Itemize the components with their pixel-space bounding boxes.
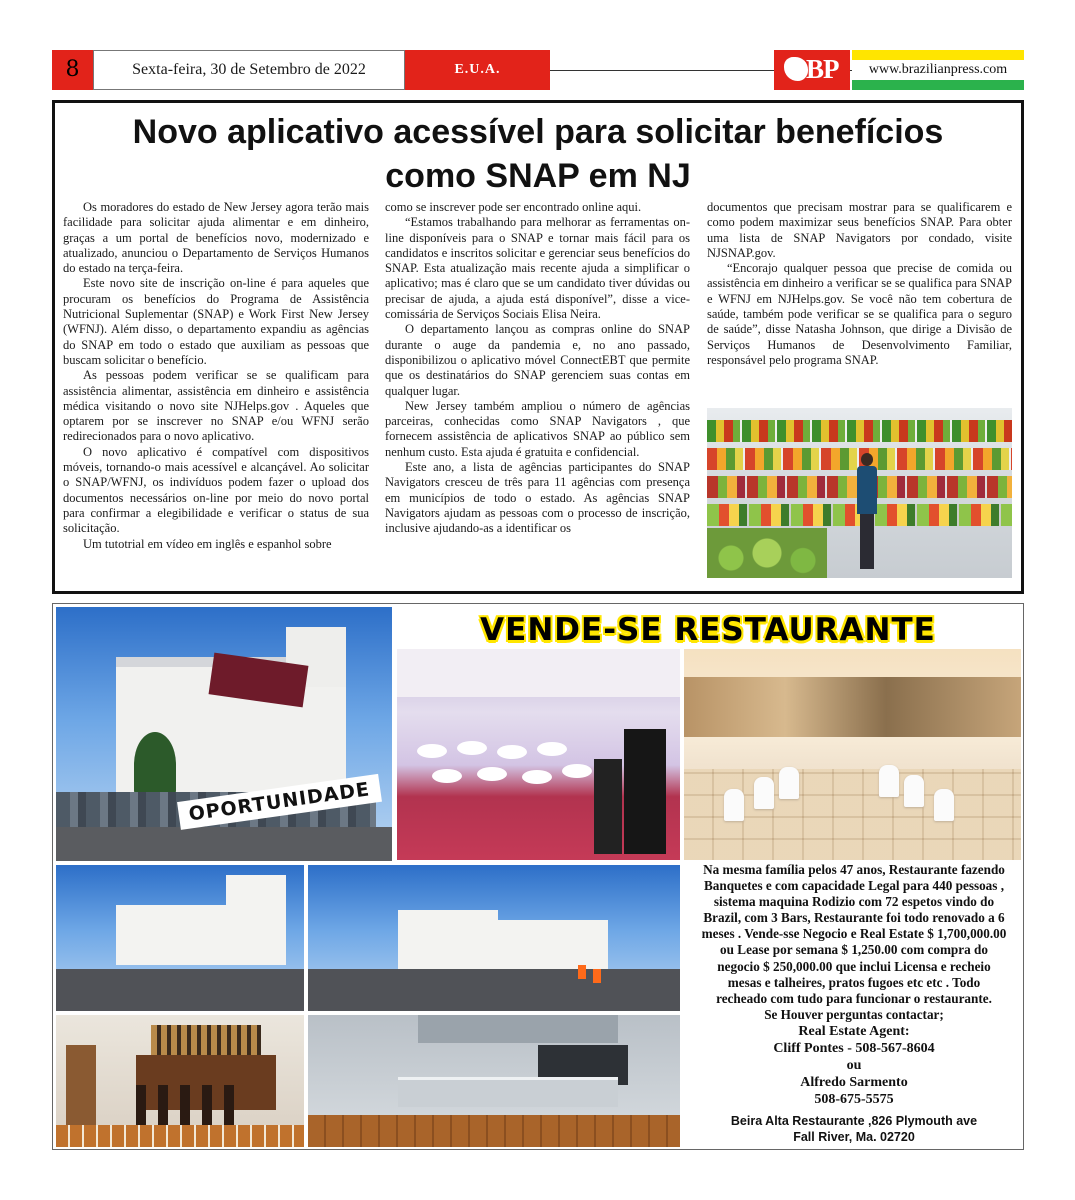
page-number: 8 <box>52 50 93 90</box>
news-article <box>52 100 1024 594</box>
bar-area-photo <box>56 1015 304 1147</box>
paragraph: O departamento lançou as compras online do SNAP durante o auge da pandemia e, no ano passado, disponibilizou o aplicativo móvel ConnectEBT que permite que os destinatários do SNAP gerenciem suas contas em qualquer lugar. <box>385 322 690 398</box>
article-column-2 <box>385 200 690 537</box>
shopper-figure <box>857 453 877 573</box>
ad-description <box>687 862 1021 1145</box>
ad-line: mesas e talheires, pratos fugoes etc etc . Todo <box>727 974 981 990</box>
brazil-map-icon <box>784 57 808 81</box>
ad-title: VENDE-SE RESTAURANTE <box>480 612 936 648</box>
ad-line: ou Lease por semana $ 1,250.00 com compra do <box>720 942 988 958</box>
agent-2-phone: 508-675-5575 <box>814 1091 894 1107</box>
ad-line: Se Houver perguntas contactar; <box>764 1006 944 1022</box>
paragraph: Este ano, a lista de agências participantes do SNAP Navigators cresceu de três para 11 agências com presença em municípios de todo o estado. As agências SNAP Navigators ajudam as pessoas com o processo de inscrição, inclusive ajudando-as a identificar os <box>385 460 690 536</box>
brazilian-press-logo <box>774 50 850 90</box>
paragraph: documentos que precisam mostrar para se qualificarem e como podem maximizar seus benefícios SNAP. Para obter uma lista de SNAP Navigators por condado, visite NJSNAP.gov. <box>707 200 1012 260</box>
agent-2-name: Alfredo Sarmento <box>800 1074 908 1090</box>
headline-line-2: como SNAP em NJ <box>385 157 691 195</box>
ad-line: meses . Vende-sse Negocio e Real Estate $ 1,700,000.00 <box>701 926 1007 942</box>
opportunity-badge: OPORTUNIDADE <box>177 774 382 830</box>
logo-text: BP <box>806 54 839 84</box>
article-column-3 <box>707 200 1012 368</box>
kitchen-photo <box>308 1015 680 1147</box>
paragraph: “Estamos trabalhando para melhorar as ferramentas on-line disponíveis para o SNAP e tornar mais fácil para os candidatos e inscritos solicitar e gerenciar seus benefícios do SNAP. Esta atualização mais recente ajuda a simplificar o aplicativo; mas é claro que se um candidato tiver dúvidas ou precisar de ajuda, a ajuda está disponível”, disse a vice-comissária de Serviços Sociais Elisa Neira. <box>385 215 690 322</box>
paragraph: Este novo site de inscrição on-line é para aqueles que procuram os benefícios do Programa de Assistência Nutricional Suplementar (SNAP) e Work First New Jersey (WFNJ). Além disso, o departamento expandiu as agências do SNAP em todo o estado que auxiliam as pessoas que buscam solicitar o benefício. <box>63 276 369 367</box>
speaker <box>624 729 666 854</box>
banquet-hall-photo <box>397 649 680 860</box>
building-front-photo <box>308 865 680 1011</box>
issue-date: Sexta-feira, 30 de Setembro de 2022 <box>93 50 405 90</box>
article-headline <box>55 110 1021 198</box>
dining-room-photo <box>684 649 1021 860</box>
paragraph: As pessoas podem verificar se se qualificam para assistência alimentar, assistência em dinheiro e assistência médica visitando o novo site NJHelps.gov . Aqueles que optarem por se inscrever no SNAP e/ou WFNJ serão redirecionados para o novo aplicativo. <box>63 368 369 444</box>
produce-shelf <box>707 420 1012 442</box>
parking-lot-photo <box>56 865 304 1011</box>
headline-line-1: Novo aplicativo acessível para solicitar benefícios <box>132 113 944 151</box>
paragraph: “Encorajo qualquer pessoa que precise de comida ou assistência em dinheiro a verificar se se qualifica para SNAP e WFNJ em NJHelps.gov. Se você não tem cobertura de saúde, também pode verificar se se qualifica para o seguro de saúde”, disse Natasha Johnson, que dirige a Divisão de Serviços Humanos de Desenvolvimento Familiar, responsável pelo programa SNAP. <box>707 261 1012 367</box>
ad-line: Na mesma família pelos 47 anos, Restaurante fazendo <box>703 862 1005 877</box>
ad-line: negocio $ 250,000.00 que inclui Licensa e recheio <box>717 958 991 974</box>
agent-1-contact: Cliff Pontes - 508-567-8604 <box>773 1040 935 1056</box>
website-url: www.brazilianpress.com <box>868 62 1008 77</box>
restaurant-address-line-1: Beira Alta Restaurante ,826 Plymouth ave <box>730 1113 978 1128</box>
or-separator: ou <box>846 1057 862 1073</box>
speaker <box>594 759 622 854</box>
restaurant-sale-ad <box>52 603 1024 1150</box>
section-label: E.U.A. <box>405 50 550 90</box>
paragraph: como se inscrever pode ser encontrado online aqui. <box>385 200 642 214</box>
restaurant-address-line-2: Fall River, Ma. 02720 <box>793 1129 915 1144</box>
agent-label: Real Estate Agent: <box>798 1023 910 1039</box>
apple-basket <box>707 528 827 578</box>
page-header <box>52 50 1024 90</box>
ad-line: sistema maquina Rodizio com 72 espetos vindo do <box>713 894 995 910</box>
paragraph: O novo aplicativo é compatível com dispositivos móveis, tornando-o mais acessível e alcançável. Ao solicitar o SNAP/WFNJ, os indivíduos podem fazer o upload dos documentos necessários on-line por meio do novo portal para confirmar a elegibilidade e verificar o status de sua solicitação. <box>63 444 369 536</box>
grocery-produce-photo <box>707 408 1012 578</box>
article-column-1 <box>63 200 369 552</box>
ad-line: Brazil, com 3 Bars, Restaurante foi todo renovado a 6 <box>703 910 1005 926</box>
website-banner <box>852 50 1024 90</box>
paragraph: New Jersey também ampliou o número de agências parceiras, conhecidas como SNAP Navigators , que fornecem assistência de aplicativos SNAP ao público sem nenhum custo. Esta ajuda é gratuita e confidencial. <box>385 398 690 459</box>
ad-line: Banquetes e com capacidade Legal para 440 pessoas , <box>703 878 1004 894</box>
paragraph: Um tutotrial em vídeo em inglês e espanhol sobre <box>83 536 332 551</box>
paragraph: Os moradores do estado de New Jersey agora terão mais facilidade para solicitar ajuda alimentar e em dinheiro, graças a um portal de benefícios novo, modernizado e atualizado, anunciou o Departamento de Serviços Humanos do estado na terça-feira. <box>63 200 369 276</box>
ad-line: recheado com tudo para funcionar o restaurante. <box>716 990 992 1006</box>
